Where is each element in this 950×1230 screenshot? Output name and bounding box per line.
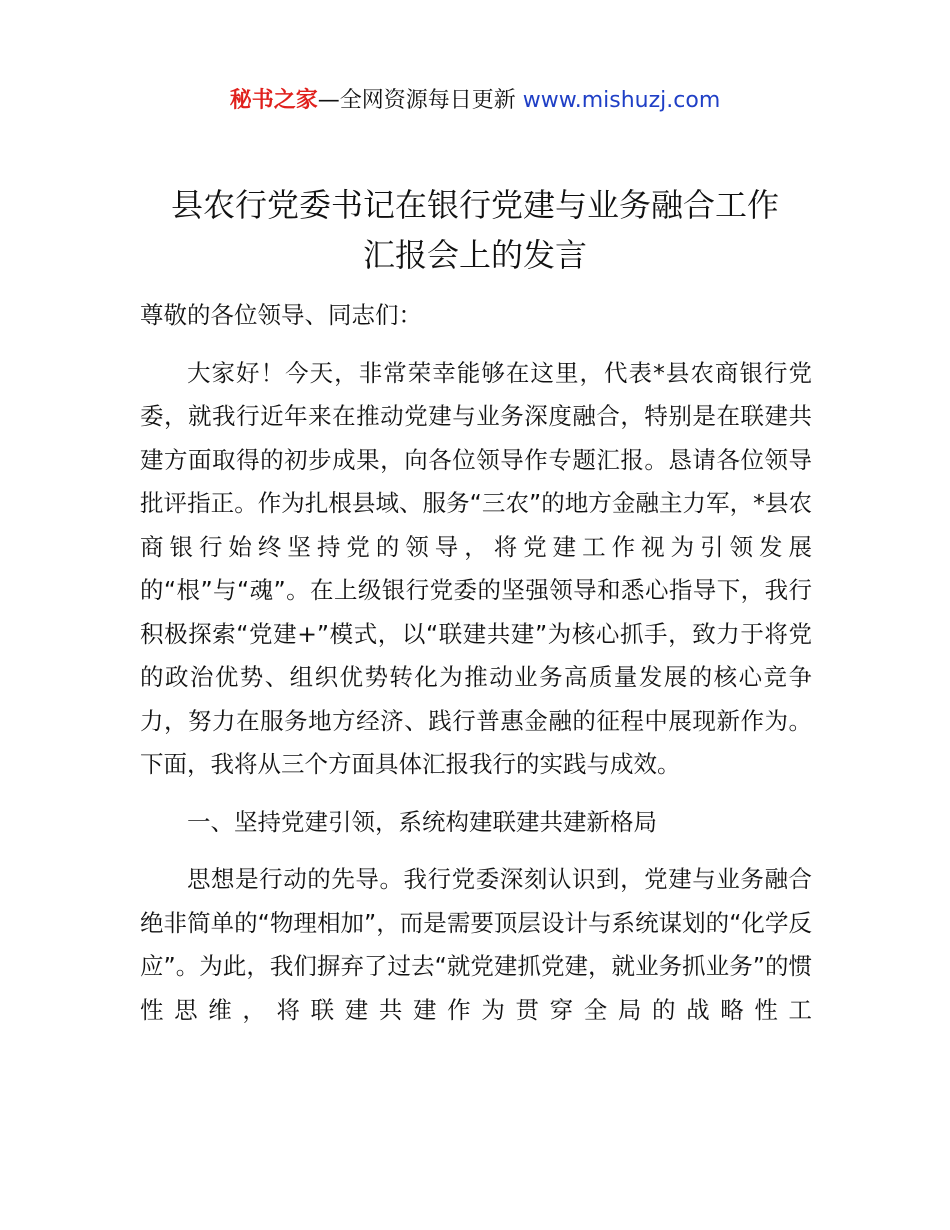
- document-title: [100, 180, 850, 280]
- brand-name: 秘书之家: [229, 88, 318, 113]
- title-line-2: 汇报会上的发言: [362, 236, 587, 274]
- paragraph-2: 思想是行动的先导。我行党委深刻认识到，党建与业务融合绝非简单的“物理相加”，而是需要顶层设计与系统谋划的“化学反应”。为此，我们摒弃了过去“就党建抓党建，就业务抓业务”的惯性思维，将联建共建作为贯穿全局的战略性工: [140, 865, 812, 1024]
- header-tagline: —全网资源每日更新: [317, 88, 516, 113]
- salutation: 尊敬的各位领导、同志们：: [140, 301, 422, 329]
- site-url-link[interactable]: www.mishuzj.com: [522, 88, 721, 113]
- paragraph-1: 大家好！今天，非常荣幸能够在这里，代表*县农商银行党委，就我行近年来在推动党建与业务深度融合，特别是在联建共建方面取得的初步成果，向各位领导作专题汇报。恳请各位领导批评指正。作为扎根县域、服务“三农”的地方金融主力军，*县农商银行始终坚持党的领导，将党建工作视为引领发展的“根”与“魂”。在上级银行党委的坚强领导和悉心指导下，我行积极探索“党建+”模式，以“联建共建”为核心抓手，致力于将党的政治优势、组织优势转化为推动业务高质量发展的核心竞争力，努力在服务地方经济、践行普惠金融的征程中展现新作为。下面，我将从三个方面具体汇报我行的实践与成效。: [140, 358, 812, 778]
- document-body: [140, 294, 812, 1032]
- site-header: [0, 86, 950, 116]
- section-1-heading: 一、坚持党建引领，系统构建联建共建新格局: [187, 807, 657, 836]
- title-line-1: 县农行党委书记在银行党建与业务融合工作: [170, 186, 779, 224]
